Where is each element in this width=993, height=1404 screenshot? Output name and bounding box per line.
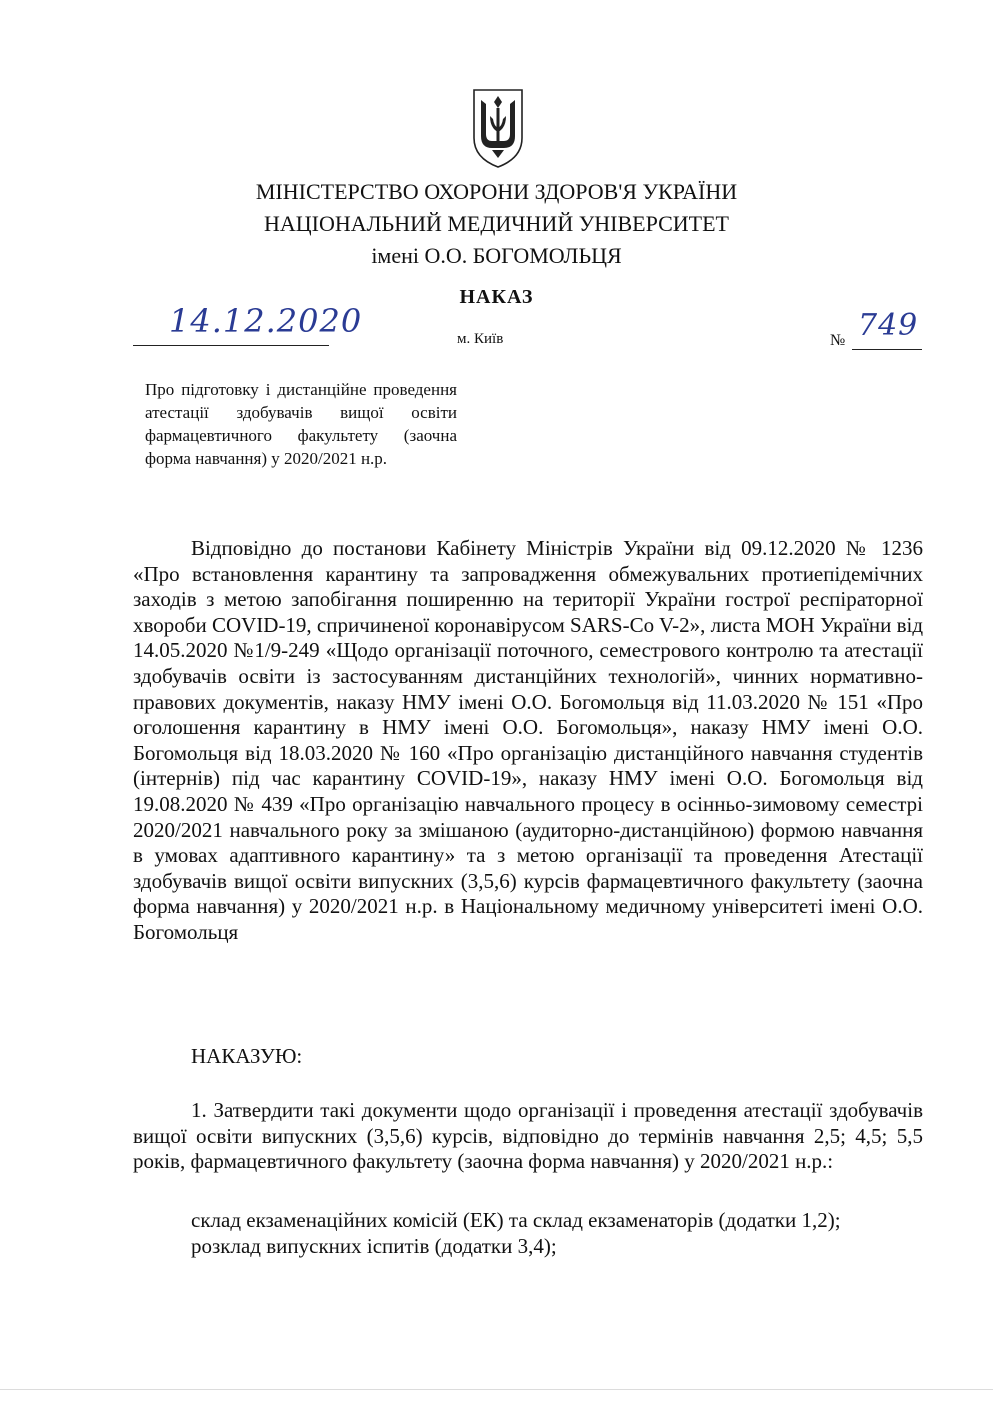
ministry-name: МІНІСТЕРСТВО ОХОРОНИ ЗДОРОВ'Я УКРАЇНИ (255, 179, 738, 204)
city-label: м. Київ (457, 331, 504, 347)
order-directive-heading: НАКАЗУЮ: (191, 1044, 303, 1068)
university-namesake: імені О.О. БОГОМОЛЬЦЯ (371, 243, 622, 268)
date-underline (133, 345, 329, 346)
preamble-paragraph: Відповідно до постанови Кабінету Міністрів України від 09.12.2020 № 1236 «Про встановлення карантину та запровадження обмежувальних протиепідемічних заходів з метою запобігання поширенню на території України гострої респіраторної хвороби COVID-19, спричиненої коронавірусом SARS-Co V-2», листа МОН України від 14.05.2020 №1/9-249 «Щодо організації поточного, семестрового контролю та атестації здобувачів освіти із застосуванням дистанційних технологій», чинних нормативно-правових документів, наказу НМУ імені О.О. Богомольця від 11.03.2020 № 151 «Про оголошення карантину в НМУ імені О.О. Богомольця», наказу НМУ імені О.О. Богомольця від 18.03.2020 № 160 «Про організацію дистанційного навчання студентів (інтернів) під час карантину COVID-19», наказу НМУ імені О.О. Богомольця від 19.08.2020 № 439 «Про організацію навчального процесу в осінньо-зимовому семестрі 2020/2021 навчального року за змішаною (аудиторно-дистанційною) формою навчання в умовах адаптивного карантину» та з метою організації та проведення Атестації здобувачів вищої освіти випускних (3,5,6) курсів фармацевтичного факультету (заочна форма навчання) у 2020/2021 н.р. в Національному медичному університеті імені О.О. Богомольця (133, 536, 924, 944)
document-title: НАКАЗ (459, 286, 534, 308)
order-subitem: склад екзаменаційних комісій (ЕК) та склад екзаменаторів (додатки 1,2); (191, 1208, 841, 1232)
coat-of-arms-emblem (470, 86, 526, 170)
handwritten-order-number: 749 (858, 308, 919, 343)
order-date-field (133, 300, 363, 348)
university-name: НАЦІОНАЛЬНИЙ МЕДИЧНИЙ УНІВЕРСИТЕТ (263, 211, 729, 236)
scan-edge-line (0, 1389, 993, 1390)
handwritten-date: 14.12.2020 (169, 302, 363, 340)
order-number-field (830, 308, 925, 352)
number-sign: № (830, 332, 846, 349)
order-subitem: розклад випускних іспитів (додатки 3,4); (191, 1234, 557, 1258)
number-underline (852, 349, 922, 350)
order-item-1: 1. Затвердити такі документи щодо організації і проведення атестації здобувачів вищої освіти випускних (3,5,6) курсів, відповідно до термінів навчання 2,5; 4,5; 5,5 років, фармацевтичного факультету (заочна форма навчання) у 2020/2021 н.р.: (133, 1098, 923, 1174)
order-subject: Про підготовку і дистанційне проведення атестації здобувачів вищої освіти фармацевтичного факультету (заочна форма навчання) у 2020/2021 н.р. (145, 380, 457, 468)
